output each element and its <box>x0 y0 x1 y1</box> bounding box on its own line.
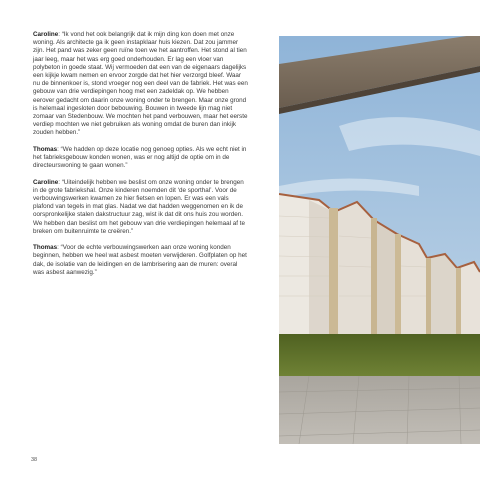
paragraph-text: : “We hadden op deze locatie nog genoeg opties. Als we echt niet in het fabrieksgebouw konden wonen, was er nog altijd de optie om in de directeurswoning te gaan wonen.” <box>33 145 247 170</box>
lawn <box>279 334 480 376</box>
sawtooth-segment <box>374 220 397 336</box>
paragraph-thomas-2 <box>33 244 248 277</box>
photo-illustration <box>279 36 480 444</box>
paragraph-caroline-2 <box>33 179 248 236</box>
paragraph-text: : “Ik vond het ook belangrijk dat ik mijn ding kon doen met onze woning. Als architecte ga ik geen instapklaar huis kiezen. Dat zou jammer zijn. Het pand was zeker geen ruïne toen we het aantroffen. Het stond al tien jaar leeg, maar het was erg goed onderhouden. Er lag een vloer van polybeton in goede staat. Wij vermoeden dat een van de eigenaars dagelijks een kijkje kwam nemen en ervoor zorgde dat het hier verzorgd bleef. Waar nu de binnenkoer is, stond vroeger nog een deel van de fabriek. Het was een gebouw van drie verdiepingen hoog met een zadeldak op. We hebben eerover gedacht om daarin onze woning onder te brengen. Maar onze grond is helemaal ingesloten door bebouwing. Bouwen in tweede lijn mag niet zomaar van Stedenbouw. We mochten het pand verbouwen, maar het eerste verdiep mochten we niet gebruiken als woning omdat de buren dan inkijk zouden hebben.” <box>33 31 248 137</box>
paragraph-text: : “Voor de echte verbouwingswerken aan onze woning konden beginnen, hebben we heel wat asbest moeten verwijderen. Golfplaten op het dak, de isolatie van de leidingen en de lambrisering aan de muren: overal was asbest aanwezig.” <box>33 244 247 276</box>
pillar <box>329 208 338 336</box>
paving <box>279 376 480 444</box>
pillar <box>456 268 461 336</box>
sawtooth-segment <box>334 202 374 336</box>
pillar <box>371 218 377 336</box>
sawtooth-segment <box>427 254 457 336</box>
courtyard-sawtooth-roof-photo <box>279 36 480 444</box>
speaker-name: Caroline <box>33 178 59 186</box>
pillar <box>426 258 431 336</box>
speaker-name: Thomas <box>33 244 58 252</box>
speaker-name: Caroline <box>33 31 59 38</box>
page-number: 38 <box>31 457 38 463</box>
paragraph-caroline-1 <box>33 31 248 138</box>
paragraph-thomas-1 <box>33 146 248 171</box>
paragraph-text: : “Uiteindelijk hebben we beslist om onze woning onder te brengen in de grote fabriekshal. Onze kinderen noemden dit ‘de sporthal’. Voor de verbouwingswerken kwamen ze hier fietsen en lopen. Er was een vals plafond van tegels in mat glas. Nadat we dat hadden weggenomen en ik de oorspronkelijke stalen dakstructuur zag, wist ik dat dit ons huis zou worden. We hebben dan beslist om het gebouw van drie verdiepingen helemaal af te breken om buitenruimte te creëren.” <box>33 178 246 235</box>
speaker-name: Thomas <box>33 145 58 153</box>
article-text <box>33 31 248 285</box>
pillar <box>395 234 401 336</box>
